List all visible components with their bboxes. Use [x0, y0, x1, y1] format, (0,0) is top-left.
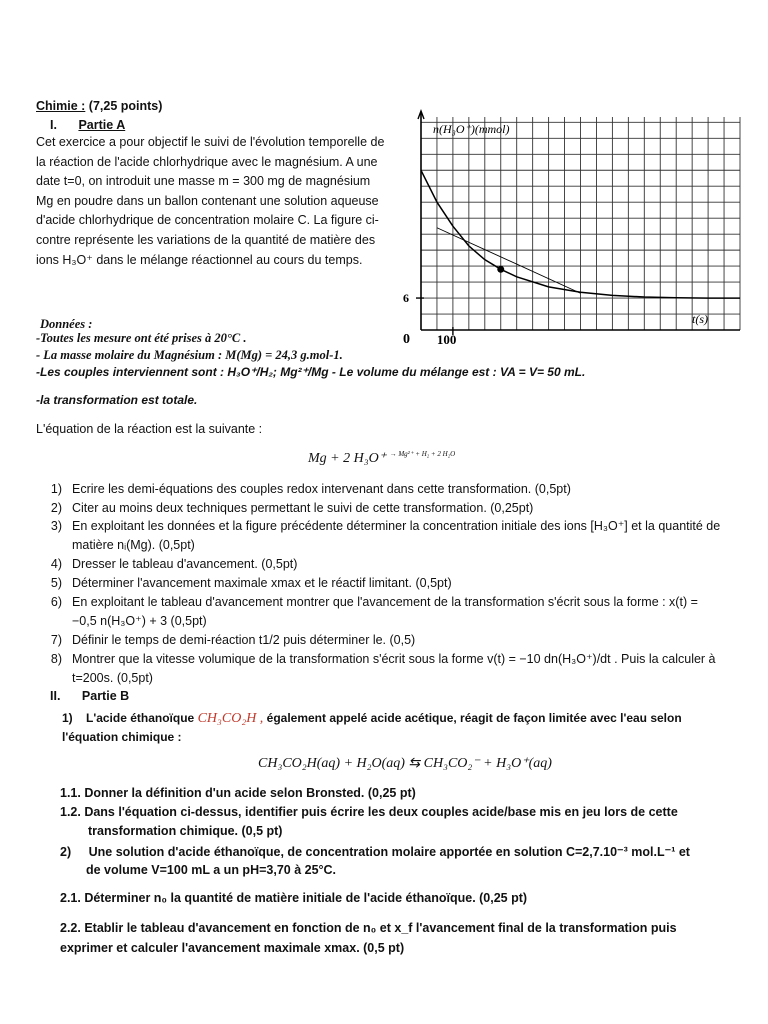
part-b-q1-1: 1.1. Donner la définition d'un acide selon Bronsted. (0,25 pt)	[60, 786, 416, 800]
y-axis-label: n(H₃O⁺)(mmol)	[433, 122, 510, 136]
acid-equation: CH₃CO₂H(aq) + H₂O(aq) ⇆ CH₃CO₂⁻ + H₃O⁺(aq)	[258, 756, 552, 771]
part-b-q2-line2: de volume V=100 mL a un pH=3,70 à 25°C.	[86, 863, 337, 877]
part-b-q1-formula: CH₃CO₂H ,	[197, 711, 264, 726]
part-b-q1	[62, 709, 722, 747]
equation-tail: → Mg²⁺ + H₂ + 2 H₂O	[389, 450, 456, 458]
part-b-number: II.	[50, 689, 61, 703]
part-b-q1-2-line1: 1.2. Dans l'équation ci-dessus, identifier puis écrire les deux couples acide/base mis en jeu lors de cette	[60, 805, 678, 819]
donnees-line4: -la transformation est totale.	[36, 393, 198, 407]
part-b-title: Partie B	[81, 689, 130, 703]
chart-axes	[416, 111, 740, 335]
part-b-heading	[50, 689, 129, 703]
part-b-q2-number: 2)	[60, 845, 72, 859]
question-number: 3)	[50, 519, 62, 533]
part-b-q1-text-b: également appelé acide acétique, réagit de façon limitée avec l'eau selon l'équation chimique :	[62, 711, 682, 744]
part-b-q1-2-line2: transformation chimique. (0,5 pt)	[88, 824, 283, 838]
question-text: Dresser le tableau d'avancement. (0,5pt)	[72, 557, 298, 571]
part-a-number: I.	[50, 118, 57, 132]
question-text: Montrer que la vitesse volumique de la transformation s'écrit sous la forme v(t) = −10 dn(H₃O⁺)/dt . Puis la calculer à t=200s. (0,5pt)	[72, 652, 716, 685]
origin-label: 0	[403, 332, 410, 347]
question-number: 1)	[50, 482, 62, 496]
donnees-line2: - La masse molaire du Magnésium : M(Mg) = 24,3 g.mol-1.	[36, 348, 343, 362]
part-b-q2-1: 2.1. Déterminer n₀ la quantité de matière initiale de l'acide éthanoïque. (0,25 pt)	[60, 891, 528, 905]
part-b-q2-2-line1: 2.2. Etablir le tableau d'avancement en fonction de n₀ et x_f l'avancement final de la transformation puis	[60, 921, 677, 935]
section-points: (7,25 points)	[88, 99, 163, 113]
question-number: 6)	[50, 595, 62, 609]
donnees-line1: -Toutes les mesure ont été prises à 20°C .	[36, 331, 247, 345]
equation-intro: L'équation de la réaction est la suivante :	[36, 422, 263, 436]
part-b-q2-2-line2: exprimer et calculer l'avancement maximale xmax. (0,5 pt)	[60, 941, 405, 955]
section-header	[36, 99, 162, 113]
tangent-line	[437, 228, 581, 293]
question-text: Déterminer l'avancement maximale xmax et le réactif limitant. (0,5pt)	[72, 576, 452, 590]
donnees-title: Données :	[40, 317, 93, 331]
equation-main: Mg + 2 H₃O⁺	[308, 451, 387, 466]
question-number: 8)	[50, 652, 62, 666]
x-axis-label: t(s)	[692, 312, 708, 326]
question-text: En exploitant le tableau d'avancement montrer que l'avancement de la transformation s'écrit sous la forme : x(t) = −0,5 n(H₃O⁺) + 3 (0,5pt)	[72, 595, 698, 628]
question-number: 7)	[50, 633, 62, 647]
part-b-q2-line1: Une solution d'acide éthanoïque, de concentration molaire apportée en solution C=2,7.10⁻³ mol.L⁻¹ et	[88, 845, 690, 859]
marked-point	[497, 266, 504, 273]
y-tick-label: 6	[403, 291, 409, 306]
part-a-heading	[50, 118, 125, 132]
question-number: 2)	[50, 501, 62, 515]
part-b-q2	[60, 844, 690, 859]
part-b-q1-text-a: L'acide éthanoïque	[86, 711, 198, 725]
question-text: Ecrire les demi-équations des couples redox intervenant dans cette transformation. (0,5pt)	[72, 482, 571, 496]
question-text: Définir le temps de demi-réaction t1/2 puis déterminer le. (0,5)	[72, 633, 416, 647]
question-number: 4)	[50, 557, 62, 571]
donnees-line3: -Les couples interviennent sont : H₃O⁺/H₂; Mg²⁺/Mg - Le volume du mélange est : VA = V= 50 mL.	[36, 365, 586, 379]
x-tick-label: 100	[436, 332, 457, 347]
section-title: Chimie :	[36, 99, 86, 113]
part-a-title: Partie A	[78, 118, 126, 132]
question-number: 5)	[50, 576, 62, 590]
h3o-chart	[390, 105, 750, 350]
main-equation	[308, 450, 455, 467]
intro-paragraph: Cet exercice a pour objectif le suivi de l'évolution temporelle de la réaction de l'acide chlorhydrique avec le magnésium. A une date t=0, on introduit une masse m = 300 mg de magnésium Mg en poudre dans un ballon contenant une solution aqueuse d'acide chlorhydrique de concentration molaire C. La figure ci-contre représente les variations de la quantité de matière des ions H₃O⁺ dans le mélange réactionnel au cours du temps.	[36, 135, 385, 267]
question-text: Citer au moins deux techniques permettant le suivi de cette transformation. (0,25pt)	[72, 501, 534, 515]
part-b-q1-number: 1)	[62, 711, 73, 725]
question-text: En exploitant les données et la figure précédente déterminer la concentration initiale des ions [H₃O⁺] et la quantité de matière nᵢ(Mg). (0,5pt)	[72, 519, 721, 552]
